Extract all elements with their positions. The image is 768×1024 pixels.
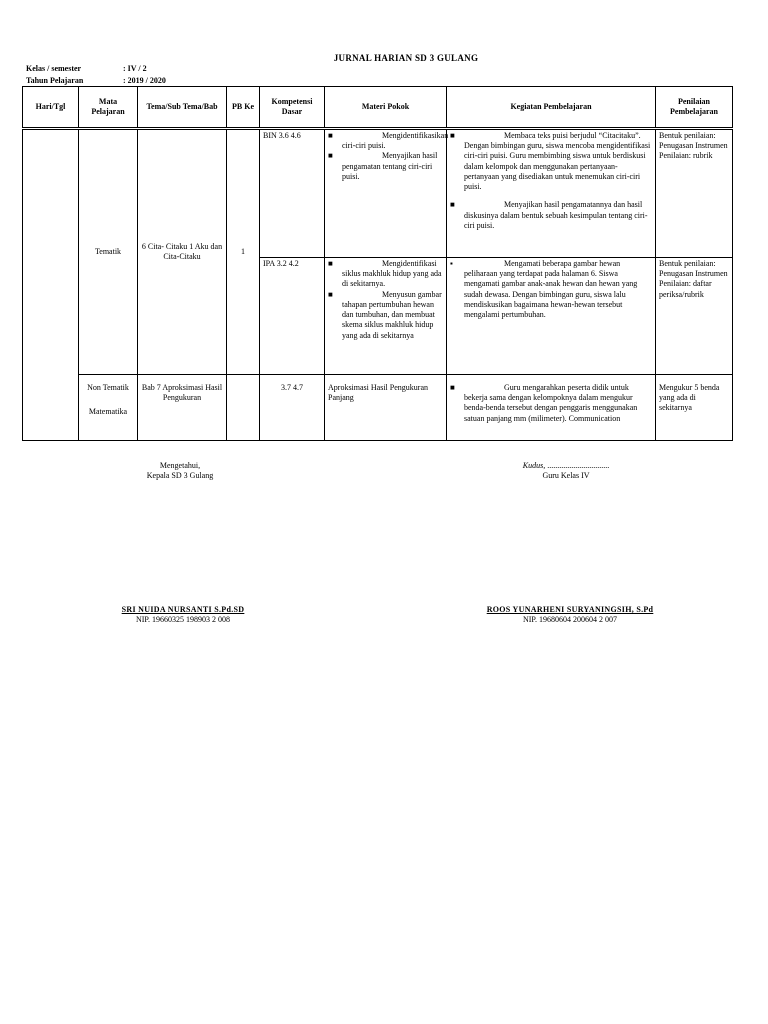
kegiatan-bin-2: Menyajikan hasil pengamatannya dan hasil diskusinya dalam bentuk sebuah kesimpulan tentang ciri-ciri puisi.: [464, 200, 648, 230]
kelas-label: Kelas / semester: [26, 64, 82, 73]
place-date-line: [486, 461, 646, 471]
date-dots: ...............................: [545, 461, 610, 470]
penilaian-ipa: Bentuk penilaian: Penugasan Instrumen Penilaian: daftar periksa/rubrik: [656, 258, 733, 375]
mengetahui-label: Mengetahui,: [159, 461, 201, 470]
guru-kelas-label: Guru Kelas IV: [542, 471, 590, 481]
kepala-sekolah-label: Kepala SD 3 Gulang: [146, 471, 214, 481]
tema-nontematik: Bab 7 Aproksimasi Hasil Pengukuran: [138, 375, 227, 441]
materi-bin: [325, 129, 447, 258]
kegiatan-nontematik: [447, 375, 656, 441]
guru-name: ROOS YUNARHENI SURYANINGSIH, S.Pd: [486, 605, 654, 614]
header-materi: Materi Pokok: [325, 87, 447, 129]
header-kd: Kompetensi Dasar: [260, 87, 325, 129]
materi-ipa-1: Mengidentifikasi siklus makhluk hidup yang ada di sekitarnya.: [342, 259, 442, 289]
bullet-square-icon: ■: [328, 151, 333, 161]
materi-ipa-2: Menyusun gambar tahapan pertumbuhan hewan dan tumbuhan, dan membuat skema siklus makhluk hidup yang ada di sekitarnya: [342, 289, 442, 340]
table-header-row: [23, 87, 733, 129]
tema-tematik: 6 Cita- Citaku 1 Aku dan Cita-Citaku: [138, 129, 227, 375]
header-kegiatan: Kegiatan Pembelajaran: [447, 87, 656, 129]
header-hari: Hari/Tgl: [23, 87, 79, 129]
document-title: JURNAL HARIAN SD 3 GULANG: [333, 53, 479, 63]
mapel-nontematik-1: Non Tematik: [87, 383, 129, 392]
bullet-square-icon: ■: [328, 289, 333, 299]
bullet-square-icon: ▪: [450, 259, 453, 268]
bullet-square-icon: ■: [328, 259, 333, 268]
kd-nontematik: 3.7 4.7: [260, 375, 325, 441]
bullet-square-icon: ■: [450, 200, 455, 210]
kepala-sekolah-name: SRI NUIDA NURSANTI S.Pd.SD: [121, 605, 245, 614]
mapel-tematik: Tematik: [79, 129, 138, 375]
guru-nip: NIP. 19680604 200604 2 007: [522, 615, 617, 625]
header-mapel: Mata Pelajaran: [79, 87, 138, 129]
materi-bin-2: Menyajikan hasil pengamatan tentang ciri-ciri puisi.: [342, 151, 438, 181]
penilaian-bin: Bentuk penilaian: Penugasan Instrumen Penilaian: rubrik: [656, 129, 733, 258]
materi-bin-1: Mengidentifikasikan ciri-ciri puisi.: [342, 131, 449, 151]
kegiatan-bin-1: Membaca teks puisi berjudul “Citacitaku”. Dengan bimbingan guru, siswa mencoba mengidentifikasi ciri-ciri puisi. Guru membimbing siswa untuk berdiskusi dalam kelompok dan menggunakan pertanyaan-pertanyaan yang disediakan untuk menemukan ciri-ciri puisi.: [464, 131, 651, 192]
signature-right-name-block: [455, 605, 685, 625]
bullet-square-icon: ■: [450, 383, 455, 392]
kelas-value: : IV / 2: [123, 64, 147, 73]
kegiatan-ipa: [447, 258, 656, 375]
header-tema: Tema/Sub Tema/Bab: [138, 87, 227, 129]
mapel-nontematik: [79, 375, 138, 441]
kd-ipa: IPA 3.2 4.2: [260, 258, 325, 375]
journal-table: [22, 86, 733, 441]
tahun-value: : 2019 / 2020: [123, 76, 166, 85]
bullet-square-icon: ■: [450, 131, 455, 140]
signature-right: [486, 461, 646, 481]
tahun-line: [26, 76, 166, 86]
pb-nontematik: [227, 375, 260, 441]
place-label: Kudus,: [522, 461, 546, 470]
signature-left: [110, 461, 250, 481]
materi-nontematik: Aproksimasi Hasil Pengukuran Panjang: [325, 375, 447, 441]
header-penilaian: Penilaian Pembelajaran: [656, 87, 733, 129]
table-row: [23, 375, 733, 441]
kepala-sekolah-nip: NIP. 19660325 198903 2 008: [135, 615, 230, 625]
header-pb: PB Ke: [227, 87, 260, 129]
penilaian-nontematik: Mengukur 5 benda yang ada di sekitarnya: [656, 375, 733, 441]
materi-ipa: [325, 258, 447, 375]
bullet-square-icon: ■: [328, 131, 333, 140]
signature-left-name-block: [88, 605, 278, 625]
pb-tematik: 1: [227, 129, 260, 375]
kelas-line: [26, 64, 147, 74]
kegiatan-bin: [447, 129, 656, 258]
mapel-nontematik-2: Matematika: [88, 407, 128, 417]
kegiatan-ipa-text: Mengamati beberapa gambar hewan peliharaan yang terdapat pada halaman 6. Siswa mengamati gambar anak-anak hewan dan hewan yang sudah dewasa. Dengan bimbingan guru, siswa lalu mendiskusikan bagaimana hewan-hewan tersebut mengalami pertumbuhan.: [464, 259, 638, 320]
kegiatan-nontematik-text: Guru mengarahkan peserta didik untuk bekerja sama dengan kelompoknya dalam mengukur benda-benda tersebut dengan penggaris menggunakan satuan panjang mm (milimeter). Communication: [464, 383, 638, 423]
tahun-label: Tahun Pelajaran: [26, 76, 84, 85]
table-row: [23, 129, 733, 258]
hari-cell: [23, 129, 79, 441]
kd-bin: BIN 3.6 4.6: [260, 129, 325, 258]
